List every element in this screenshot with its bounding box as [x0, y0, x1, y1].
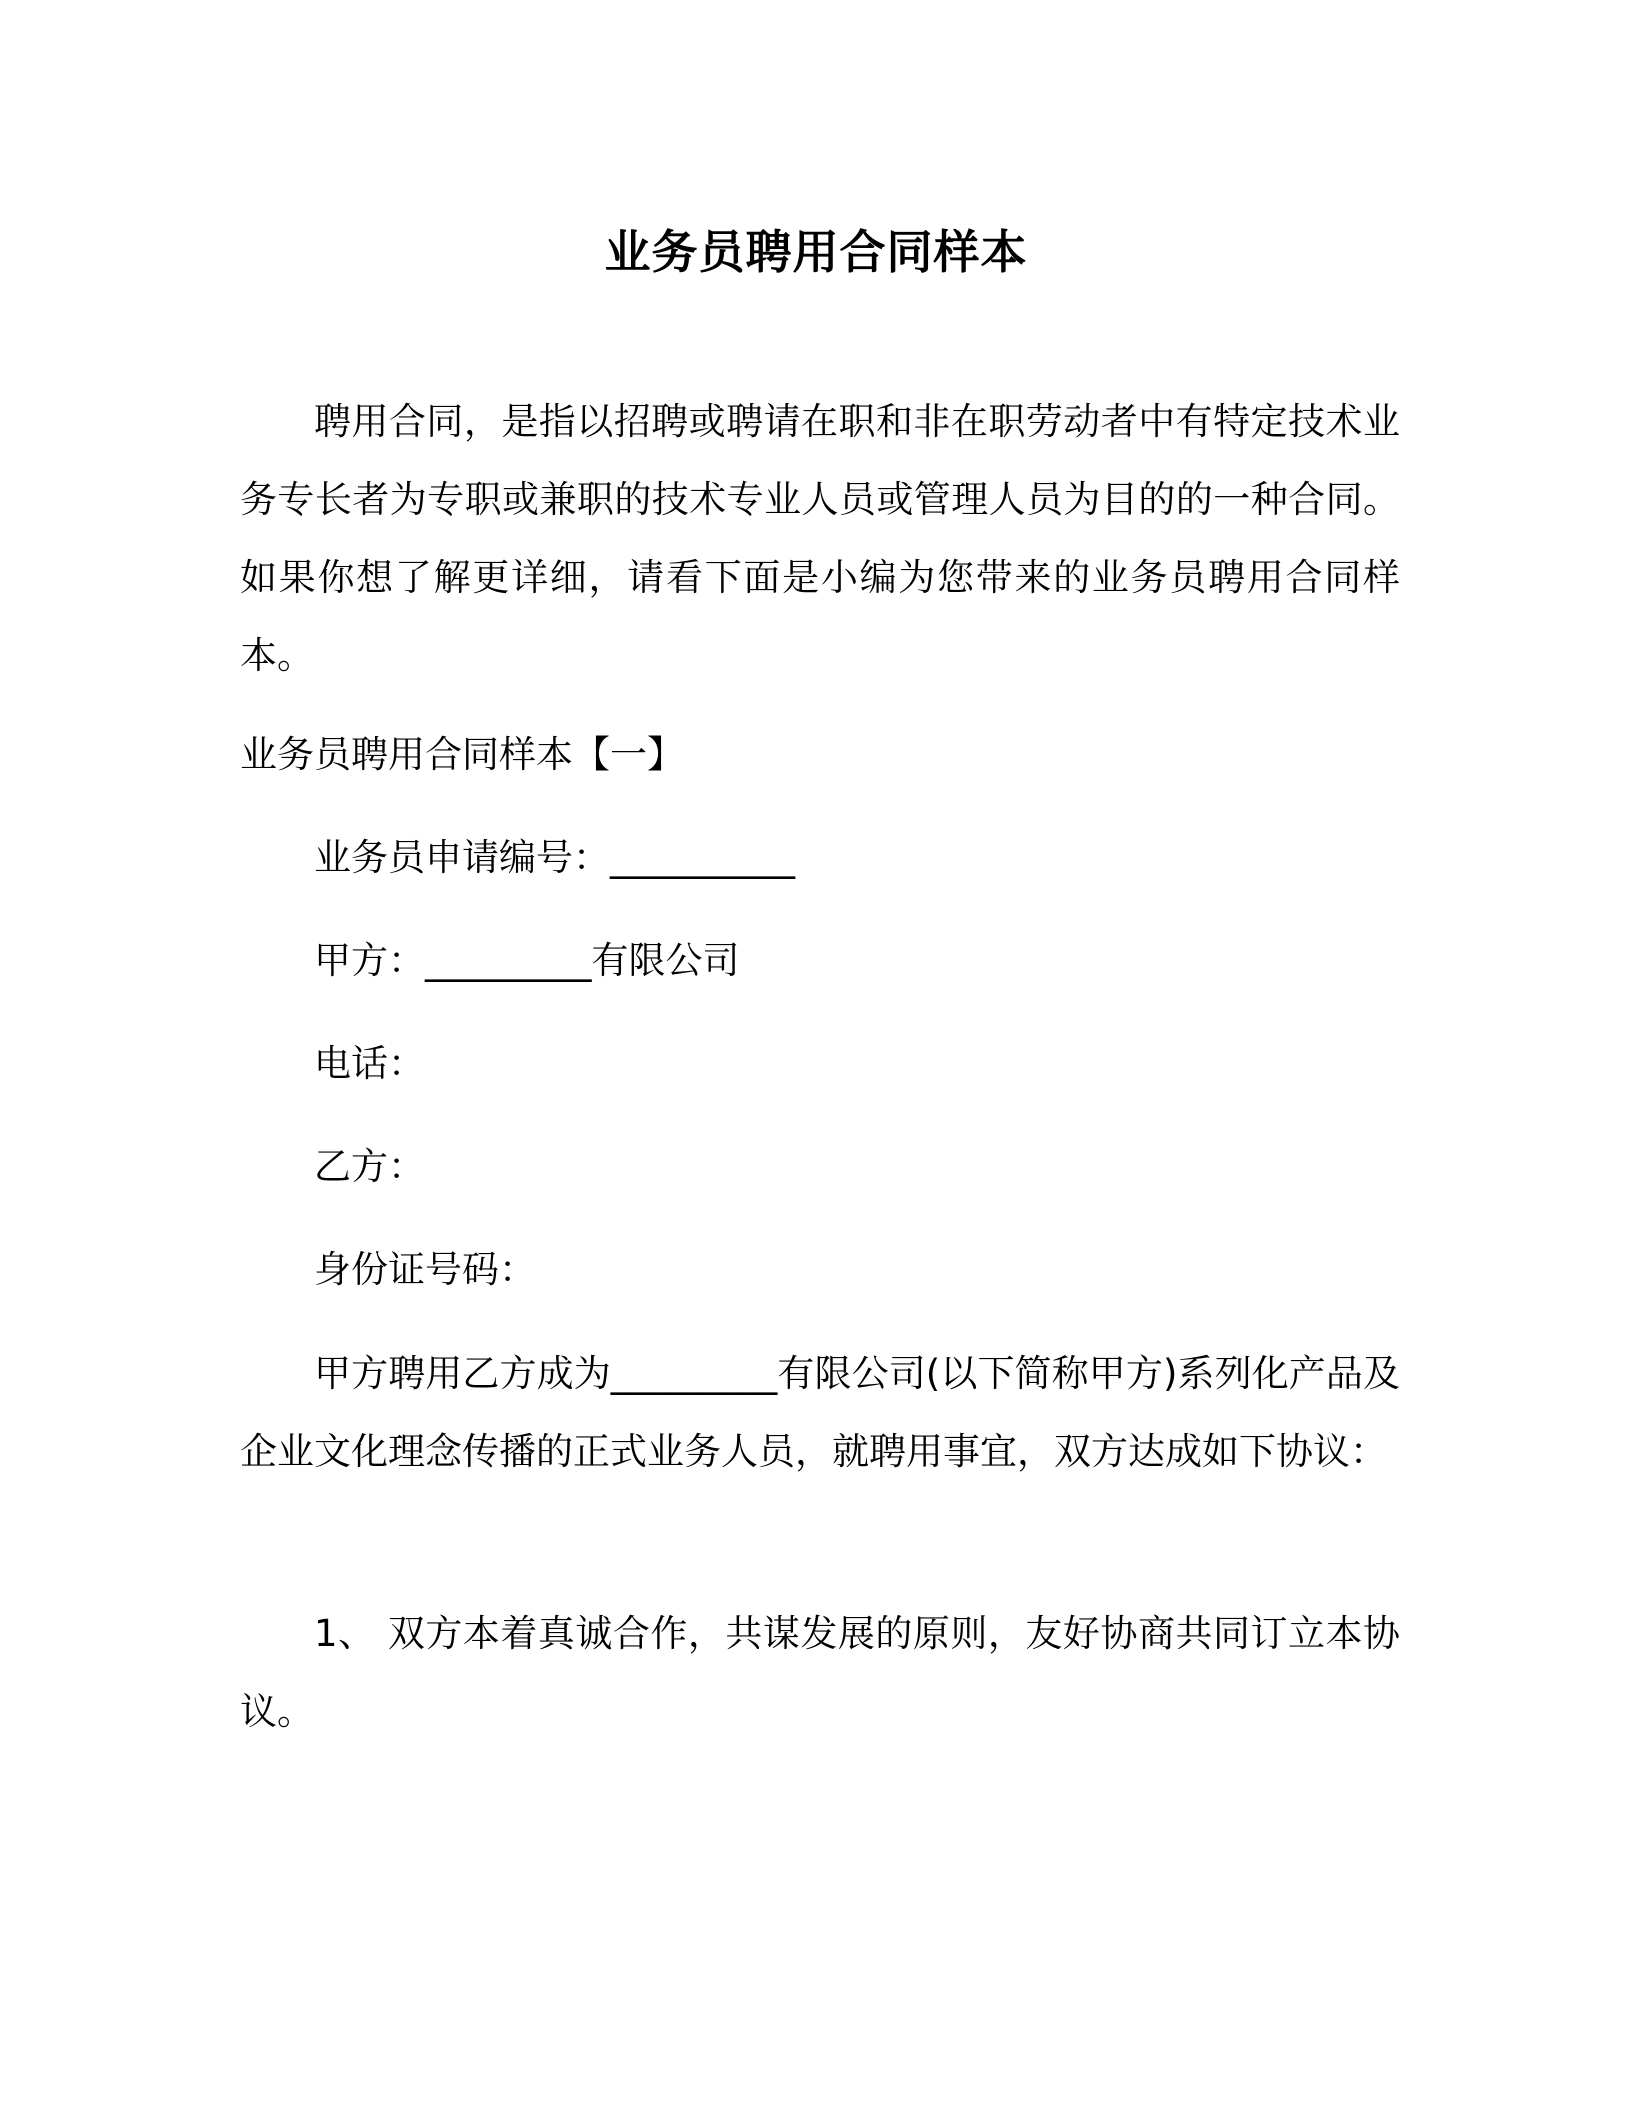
party-a-field: 甲方：_________有限公司	[314, 939, 740, 982]
phone-field: 电话：	[314, 1042, 425, 1085]
id-number-field: 身份证号码：	[314, 1248, 536, 1291]
clause-1-paragraph: 1、 双方本着真诚合作，共谋发展的原则，友好协商共同订立本协议。	[240, 1612, 1400, 1733]
party-b-field: 乙方：	[314, 1145, 425, 1188]
document-title: 业务员聘用合同样本	[604, 225, 1028, 279]
section-heading: 业务员聘用合同样本【一】	[240, 733, 684, 776]
application-number-field: 业务员申请编号：__________	[314, 836, 795, 879]
intro-paragraph: 聘用合同，是指以招聘或聘请在职和非在职劳动者中有特定技术业务专长者为专职或兼职的技术专业人员或管理人员为目的的一种合同。如果你想了解更详细，请看下面是小编为您带来的业务员聘用合同样本。	[240, 400, 1400, 677]
agreement-intro-paragraph: 甲方聘用乙方成为_________有限公司(以下简称甲方)系列化产品及企业文化理念传播的正式业务人员，就聘用事宜，双方达成如下协议：	[240, 1352, 1400, 1473]
